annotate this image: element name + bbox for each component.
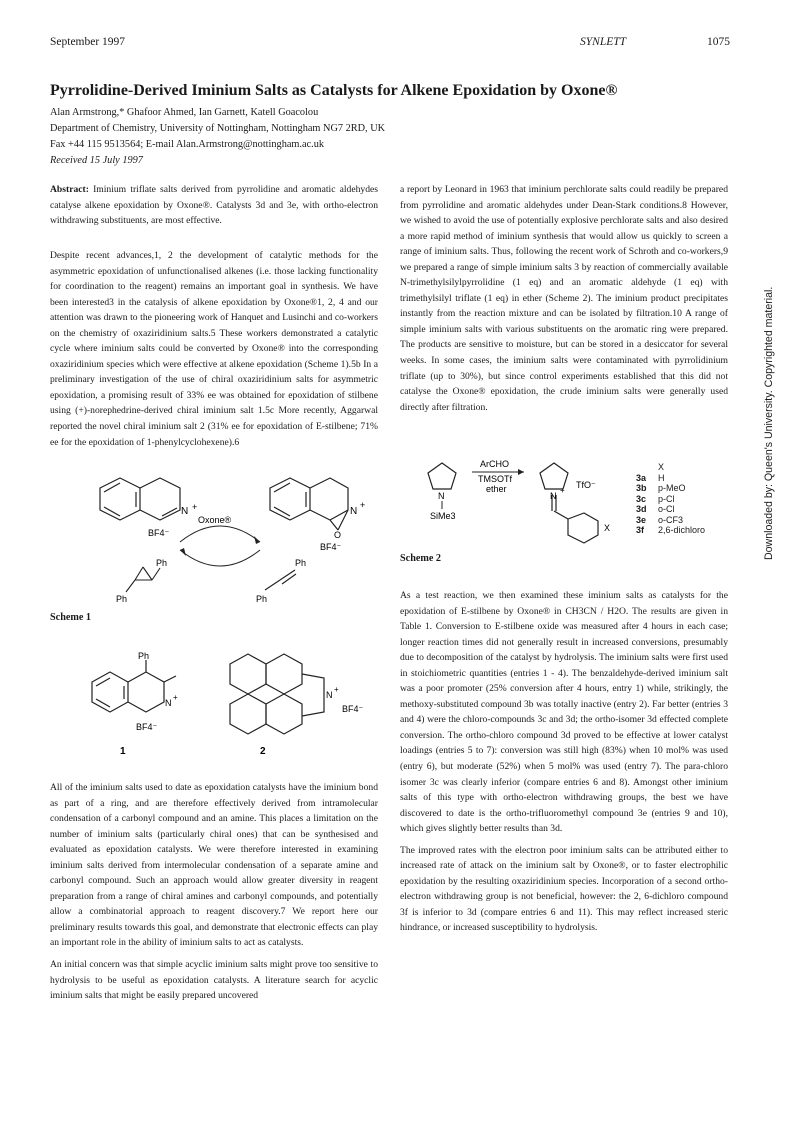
paragraph-text: An initial concern was that simple acyclic iminium salts might prove too sensitive to hydrolysis to be useful as epoxidation catalysts. A literature search for acyclic iminium salts that might be easily prepared uncovered (50, 959, 378, 1002)
compound-2-number: 2 (260, 746, 266, 757)
reagent-ether: ether (486, 484, 507, 494)
arrow-bottom (180, 550, 260, 566)
arrowhead (254, 536, 260, 544)
list-item: 3b p-MeO (636, 483, 686, 493)
list-item: 3e o-CF3 (636, 514, 684, 525)
scheme-2-figure (400, 455, 630, 545)
arrowhead (180, 548, 186, 556)
header-journal: SYNLETT (580, 36, 627, 48)
reagent-tmsotf: TMSOTf (478, 474, 512, 484)
paragraph-text: The improved rates with the electron poor iminium salts can be attributed either to increased rate of attack on the iminium salt by Oxone®, or to faster electrophilic epoxidation by the resulting oxaziridinium species. Incorporation of a second ortho-electron withdrawing group is not beneficial, however: the 2, 6-dichloro compound 3f is inferior to 3d (compare entries 6 and 11). This may reflect increased steric hindrance, or increased susceptibility to hydrolysis. (400, 844, 728, 934)
paragraph-text: All of the iminium salts used to date as epoxidation catalysts have the iminium bond as part of a ring, and are therefore effectively derived from intramolecular condensation of a carbonyl compound and an amine. This places a limitation on the number of iminium salts (particularly chiral ones) that can be synthesised and evaluated as epoxidation catalysts. We were therefore interested in examining iminium salts derived from intermolecular condensation of a separate amine and carbonyl compound. Such an approach would allow greater diversity in reagent preparation from a range of chiral amines and carbonyl compounds, and potentially allow a combinatorial approach to reagent discovery.7 We report here our preliminary results towards this goal, and demonstrate that electronic effects can play an important role in the ability of iminium salts to act as catalysts. (50, 782, 378, 949)
iminium-product (540, 463, 598, 543)
compound-1-n: N (165, 698, 172, 708)
plus-sign: + (334, 685, 339, 694)
oxaziridinium-o: O (334, 530, 342, 540)
iminium-structure (100, 478, 180, 520)
compound-2-n: N (326, 690, 333, 700)
left-paragraph-2 (50, 780, 378, 1010)
ph-label: Ph (256, 594, 268, 604)
bf4-label-1: BF4⁻ (148, 528, 170, 538)
stilbene (265, 570, 296, 590)
reagent-aldehyde: ArCHO (480, 459, 509, 469)
ph-label: Ph (156, 558, 168, 568)
paragraph-text: Despite recent advances,1, 2 the development of catalytic methods for the asymmetric epoxidation of unfunctionalised alkenes (i.e. those lacking functionality for coordination to the reagent) remains an important goal in synthesis. We have been interested3 in the catalysis of alkene epoxidation by Oxone®1, 2, 4 and our attention was drawn to the pioneering work of Hanquet and Lusinchi and co-workers on the chemistry of oxaziridinium salts.5 These workers demonstrated a catalytic cycle where iminium salts could be converted by Oxone® into the corresponding oxaziridinium species which were effective at alkene epoxidation (Scheme 1).5b In a preliminary investigation of the use of chiral oxaziridinium salts for asymmetric epoxidation, a promising result of 33% ee was obtained for epoxidation of stilbene using (+)-norephedrine-derived chiral iminium salt 1.5c More recently, Aggarwal reported the novel chiral iminium salt 2 (31% ee for epoxidation of E-stilbene; 71% ee for the epoxidation of 1-phenylcyclohexene).6 (50, 250, 378, 448)
abstract-text: Iminium triflate salts derived from pyrrolidine and aromatic aldehydes catalyse alkene epoxidation by Oxone®. Catalysts 3d and 3e, with ortho-electron withdrawing substituents, are most effective. (50, 184, 378, 227)
compound-1-number: 1 (120, 746, 126, 757)
plus-sign: + (192, 502, 198, 512)
benzene-ring (100, 478, 140, 520)
stilbene-oxide (126, 567, 160, 592)
bf4-label: BF4⁻ (342, 704, 364, 714)
bf4-label-2: BF4⁻ (320, 542, 342, 552)
plus-sign: + (560, 486, 565, 495)
abstract-label: Abstract: (50, 184, 89, 195)
right-paragraph-2 (400, 588, 728, 942)
compounds-figure (80, 650, 380, 760)
paragraph-text: a report by Leonard in 1963 that iminium perchlorate salts could readily be prepared from pyrrolidine and aromatic aldehydes under Dean-Stark conditions.8 However, we wished to avoid the use of potentially explosive perchlorate salts and also desired a more rapid method of iminium synthesis that would allow us quickly to screen a range of iminium salts. Thus, following the recent work of Schroth and co-workers,9 we prepared a range of simple iminium salts 3 by reaction of commercially available N-trimethylsilylpyrrolidine (1 eq) and an aromatic aldehyde (1 eq) with trimethylsilyl triflate (1 eq) in ether (Scheme 2). The iminium product precipitates instantly from the reaction mixture and can be isolated by filtration.10 A range of simple iminium salts with various substituents on the aromatic ring were prepared. The products are sensitive to moisture, but can be stored in a desiccator for several weeks. In some cases, the iminium salts were contaminated with pyrrolidinium triflate (up to 30%), but since control experiments established that this did not catalyse the Oxone® epoxidation, the crude iminium salts were generally used directly after filtration. (400, 184, 728, 413)
oxaziridinium-structure (270, 478, 348, 530)
ph-label: Ph (116, 594, 128, 604)
arrowhead (518, 469, 524, 475)
list-item: 3c p-Cl (636, 493, 675, 504)
iminium-n: N (181, 506, 189, 517)
authors: Alan Armstrong,* Ghafoor Ahmed, Ian Garnett, Katell Goacolou (50, 107, 319, 118)
left-paragraph-1 (50, 248, 378, 456)
list-item: 3d o-Cl (636, 504, 675, 514)
received-date: Received 15 July 1997 (50, 155, 143, 166)
substituent-header: X (658, 462, 665, 472)
arrow-top (180, 526, 260, 542)
compound-1-structure (92, 660, 176, 712)
scheme-1-figure (80, 470, 380, 630)
scheme-2-label: Scheme 2 (400, 553, 442, 564)
ph-label: Ph (138, 651, 150, 661)
download-watermark: Downloaded by: Queen's University. Copyrighted material. (763, 286, 775, 560)
abstract (50, 182, 378, 235)
ph-label: Ph (295, 558, 307, 568)
plus-sign: + (360, 500, 366, 510)
oxone-reagent: Oxone® (198, 515, 232, 525)
paragraph-text: As a test reaction, we then examined these iminium salts as catalysts for the epoxidation of E-stilbene by Oxone® in CH3CN / H2O. The results are given in Table 1. Conversion to E-stilbene oxide was measured after 4 hours in each case; longer reaction times did not generally result in increased conversions, presumably due to decomposition of the catalyst by hydrolysis. The iminium salts were first used in stoichiometric quantities (entries 1 - 4). The benzaldehyde-derived iminium salt was a poor promoter (25% conversion after 4 hours, entry 1) while, strikingly, the methoxy-substituted compound 3b was totally inactive (entry 2). Far better (entries 3 and 4) were the chloro-compounds 3c and 3d; the ortho-isomer 3d effected complete conversion. The ortho-chloro compound 3d proved to be effective at lower catalyst loadings (entries 5 to 7): conversion was still high (83%) when 10 mol% was used (entry 6), but moderate (52%) when 5 mol% was used (entry 7). The para-chloro isomer 3c was clearly inferior (compare entries 6 and 8). Amongst other iminium salts of this type with ortho-electron withdrawing groups, the best we have discovered to date is the ortho-trifluoromethyl compound 3e (entries 9 and 10), which gives slightly better results than 3d. (400, 590, 728, 835)
substituent-list (636, 462, 705, 536)
article-title: Pyrrolidine-Derived Iminium Salts as Catalysts for Alkene Epoxidation by Oxone® (50, 82, 618, 99)
bf4-label: BF4⁻ (136, 722, 158, 732)
contact: Fax +44 115 9513564; E-mail Alan.Armstrong@nottingham.ac.uk (50, 139, 325, 150)
list-item: 3a H (636, 472, 665, 483)
iminium-n: N (550, 491, 557, 501)
trimethylsilylpyrrolidine (428, 463, 456, 489)
x-substituent: X (604, 523, 611, 533)
plus-sign: + (173, 693, 178, 702)
compound-2-structure (230, 654, 324, 734)
sime3-label: SiMe3 (430, 511, 456, 521)
list-item: 3f 2,6-dichloro (636, 525, 706, 535)
triflate-label: TfO⁻ (576, 480, 596, 490)
scheme-1-label: Scheme 1 (50, 612, 92, 623)
oxaziridinium-n: N (350, 506, 358, 517)
right-paragraph-1 (400, 182, 728, 421)
header-date: September 1997 (50, 36, 126, 48)
pyrrolidine-n: N (438, 491, 445, 501)
affiliation: Department of Chemistry, University of Nottingham, Nottingham NG7 2RD, UK (50, 123, 386, 134)
header-page: 1075 (707, 36, 730, 48)
